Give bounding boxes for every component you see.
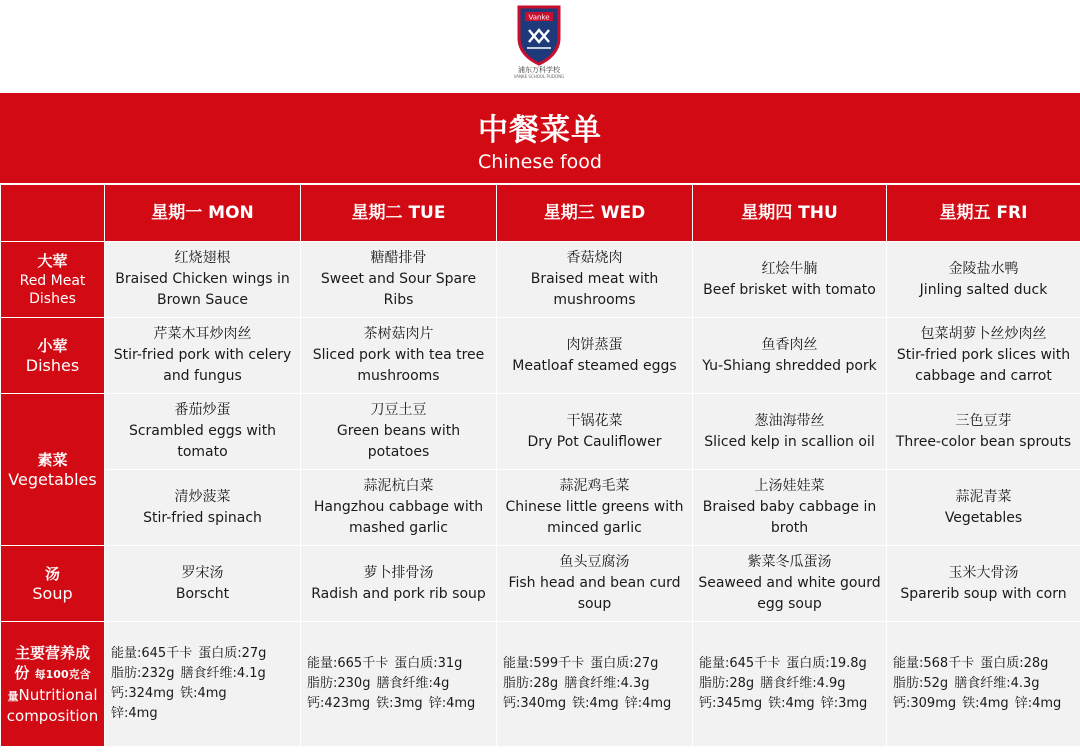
nutrition-protein: 蛋白质:31g (394, 656, 463, 671)
dish-name-en: Sparerib soup with corn (900, 585, 1067, 602)
day-header-mon: 星期一 MON (105, 185, 301, 242)
dish-name-en: Stir-fried spinach (143, 509, 262, 526)
day-header-row (1, 185, 1080, 242)
nutrition-row (1, 622, 1080, 747)
page-title: 中餐菜单 (478, 113, 602, 148)
dish-cell (497, 242, 693, 318)
corner-cell (1, 185, 105, 242)
category-nutrition (1, 622, 105, 747)
page-subtitle: Chinese food (478, 151, 602, 173)
nutrition-iron: 铁:4mg (768, 696, 815, 711)
school-logo (506, 4, 572, 90)
category-label-cn: 份 每100克含 (14, 664, 91, 682)
dish-cell (301, 470, 497, 546)
dish-name-en: Three-color bean sprouts (895, 433, 1072, 450)
dish-name-cn: 干锅花菜 (566, 412, 623, 429)
nutrition-fiber: 膳食纤维:4g (376, 676, 450, 691)
dish-name-en: Fish head and bean curd soup (508, 575, 681, 612)
nutrition-energy: 能量:645千卡 (111, 646, 193, 661)
dish-name-cn: 香菇烧肉 (566, 250, 623, 266)
nutrition-protein: 蛋白质:19.8g (786, 656, 867, 671)
nutrition-fiber: 膳食纤维:4.3g (564, 676, 650, 691)
nutrition-cell (301, 622, 497, 747)
dish-cell (301, 546, 497, 622)
category-label-en: Soup (32, 584, 73, 603)
menu-table (0, 184, 1080, 747)
dish-name-cn: 蒜泥鸡毛菜 (559, 478, 630, 494)
dish-cell (887, 394, 1080, 470)
nutrition-iron: 铁:4mg (572, 696, 619, 711)
nutrition-cell (105, 622, 301, 747)
dish-name-cn: 红烩牛腩 (761, 260, 818, 277)
dish-name-en: Stir-fried pork with celery and fungus (113, 347, 292, 384)
nutrition-iron: 铁:4mg (180, 686, 227, 701)
nutrition-fiber: 膳食纤维:4.1g (180, 666, 266, 681)
nutrition-zinc: 锌:3mg (820, 696, 868, 711)
dish-cell (301, 394, 497, 470)
dish-name-cn: 蒜泥杭白菜 (363, 478, 434, 494)
nutrition-calcium: 钙:309mg (893, 696, 957, 711)
dish-name-cn: 芹菜木耳炒肉丝 (153, 326, 252, 342)
dish-name-cn: 萝卜排骨汤 (363, 564, 434, 581)
category-label-cn: 大荤 (37, 252, 68, 270)
nutrition-calcium: 钙:423mg (307, 696, 371, 711)
dish-name-en: Scrambled eggs with tomato (128, 423, 277, 460)
nutrition-energy: 能量:665千卡 (307, 656, 389, 671)
dish-name-en: Beef brisket with tomato (703, 281, 876, 298)
logo-area (0, 0, 1080, 93)
svg-text:Vanke: Vanke (528, 13, 550, 22)
dish-cell (693, 318, 887, 394)
nutrition-calcium: 钙:345mg (699, 696, 763, 711)
category-label-en: composition (6, 707, 99, 725)
category-red-meat (1, 242, 105, 318)
nutrition-calcium: 钙:324mg (111, 686, 175, 701)
dish-cell (497, 318, 693, 394)
school-name-en: VANKE SCHOOL PUDONG (513, 74, 565, 79)
dish-cell (497, 546, 693, 622)
dish-name-en: Braised meat with mushrooms (530, 271, 659, 308)
category-soup (1, 546, 105, 622)
dish-cell (693, 470, 887, 546)
dish-name-en: Borscht (175, 585, 230, 602)
nutrition-iron: 铁:3mg (376, 696, 423, 711)
dish-name-cn: 三色豆芽 (955, 412, 1012, 429)
dish-cell (105, 242, 301, 318)
nutrition-fat: 脂肪:28g (699, 676, 755, 691)
dish-name-en: Braised Chicken wings in Brown Sauce (115, 271, 290, 308)
dish-cell (887, 470, 1080, 546)
nutrition-fat: 脂肪:28g (503, 676, 559, 691)
dish-cell (105, 318, 301, 394)
dish-name-en: Braised baby cabbage in broth (702, 499, 877, 536)
dish-name-cn: 鱼头豆腐汤 (559, 554, 630, 570)
category-label-en: Dishes (29, 291, 76, 307)
dish-name-en: Dry Pot Cauliflower (527, 433, 662, 450)
category-label-en: Dishes (25, 356, 80, 375)
dish-name-en: Hangzhou cabbage with mashed garlic (313, 499, 484, 536)
dish-name-en: Yu-Shiang shredded pork (702, 357, 877, 374)
dish-name-en: Sliced pork with tea tree mushrooms (312, 347, 485, 384)
dish-name-cn: 包菜胡萝卜丝炒肉丝 (920, 326, 1047, 342)
nutrition-fiber: 膳食纤维:4.3g (954, 676, 1040, 691)
dish-cell (693, 394, 887, 470)
dish-name-cn: 玉米大骨汤 (948, 564, 1019, 581)
category-label-cn: 量Nutritional (7, 686, 98, 704)
dish-name-en: Green beans with potatoes (336, 423, 461, 460)
nutrition-iron: 铁:4mg (962, 696, 1009, 711)
day-header-tue: 星期二 TUE (301, 185, 497, 242)
nutrition-energy: 能量:645千卡 (699, 656, 781, 671)
nutrition-energy: 能量:599千卡 (503, 656, 585, 671)
nutrition-cell (497, 622, 693, 747)
dish-cell (693, 242, 887, 318)
nutrition-cell (887, 622, 1080, 747)
vegetable-row-2 (1, 470, 1080, 546)
nutrition-fat: 脂肪:232g (111, 666, 175, 681)
dish-name-cn: 上汤娃娃菜 (754, 478, 825, 494)
small-meat-row (1, 318, 1080, 394)
soup-row (1, 546, 1080, 622)
nutrition-protein: 蛋白质:28g (980, 656, 1049, 671)
category-label-cn: 汤 (44, 565, 60, 583)
red-meat-row (1, 242, 1080, 318)
nutrition-fat: 脂肪:230g (307, 676, 371, 691)
dish-name-en: Stir-fried pork slices with cabbage and carrot (896, 347, 1071, 384)
dish-cell (497, 394, 693, 470)
category-label-cn: 小荤 (37, 337, 68, 355)
dish-name-en: Jinling salted duck (919, 281, 1048, 298)
dish-name-cn: 罗宋汤 (181, 564, 224, 581)
dish-name-cn: 肉饼蒸蛋 (566, 336, 623, 353)
dish-name-en: Meatloaf steamed eggs (512, 357, 677, 374)
nutrition-fiber: 膳食纤维:4.9g (760, 676, 846, 691)
dish-name-cn: 清炒菠菜 (174, 488, 231, 505)
school-crest-icon (516, 4, 562, 66)
dish-name-cn: 金陵盐水鸭 (948, 260, 1019, 277)
dish-cell (887, 242, 1080, 318)
nutrition-protein: 蛋白质:27g (590, 656, 659, 671)
dish-name-cn: 紫菜冬瓜蛋汤 (747, 554, 832, 570)
dish-cell (301, 318, 497, 394)
category-label-en: Red Meat (19, 273, 86, 289)
nutrition-energy: 能量:568千卡 (893, 656, 975, 671)
dish-cell (693, 546, 887, 622)
nutrition-zinc: 锌:4mg (111, 706, 158, 721)
nutrition-calcium: 钙:340mg (503, 696, 567, 711)
nutrition-fat: 脂肪:52g (893, 676, 949, 691)
school-name: 浦东万科学校 (518, 66, 560, 74)
category-label-en: Vegetables (8, 470, 97, 489)
dish-name-cn: 鱼香肉丝 (761, 336, 818, 353)
dish-cell (887, 318, 1080, 394)
dish-name-cn: 番茄炒蛋 (174, 402, 231, 418)
dish-name-cn: 葱油海带丝 (754, 412, 825, 429)
nutrition-note: 每100克含 (34, 668, 91, 681)
dish-name-en: Sweet and Sour Spare Ribs (320, 271, 477, 308)
dish-cell (105, 394, 301, 470)
dish-cell (301, 242, 497, 318)
category-label-cn: 素菜 (37, 451, 68, 469)
dish-name-cn: 茶树菇肉片 (363, 326, 434, 342)
category-label-cn: 主要营养成 (14, 644, 90, 662)
dish-name-cn: 红烧翅根 (174, 250, 231, 266)
dish-name-en: Vegetables (944, 509, 1023, 526)
category-vegetables (1, 394, 105, 546)
dish-cell (887, 546, 1080, 622)
dish-name-cn: 糖醋排骨 (370, 250, 427, 266)
day-header-wed: 星期三 WED (497, 185, 693, 242)
dish-cell (105, 470, 301, 546)
dish-cell (497, 470, 693, 546)
nutrition-protein: 蛋白质:27g (198, 646, 267, 661)
dish-name-en: Radish and pork rib soup (311, 585, 486, 602)
nutrition-zinc: 锌:4mg (624, 696, 672, 711)
nutrition-zinc: 锌:4mg (428, 696, 476, 711)
category-small-meat (1, 318, 105, 394)
dish-cell (105, 546, 301, 622)
dish-name-en: Seaweed and white gourd egg soup (698, 575, 881, 612)
dish-name-en: Chinese little greens with minced garlic (505, 499, 684, 536)
day-header-thu: 星期四 THU (693, 185, 887, 242)
vegetable-row-1 (1, 394, 1080, 470)
nutrition-cell (693, 622, 887, 747)
dish-name-cn: 刀豆土豆 (370, 402, 427, 418)
day-header-fri: 星期五 FRI (887, 185, 1080, 242)
title-bar (0, 93, 1080, 183)
dish-name-cn: 蒜泥青菜 (955, 488, 1012, 505)
dish-name-en: Sliced kelp in scallion oil (704, 433, 875, 450)
nutrition-zinc: 锌:4mg (1014, 696, 1062, 711)
